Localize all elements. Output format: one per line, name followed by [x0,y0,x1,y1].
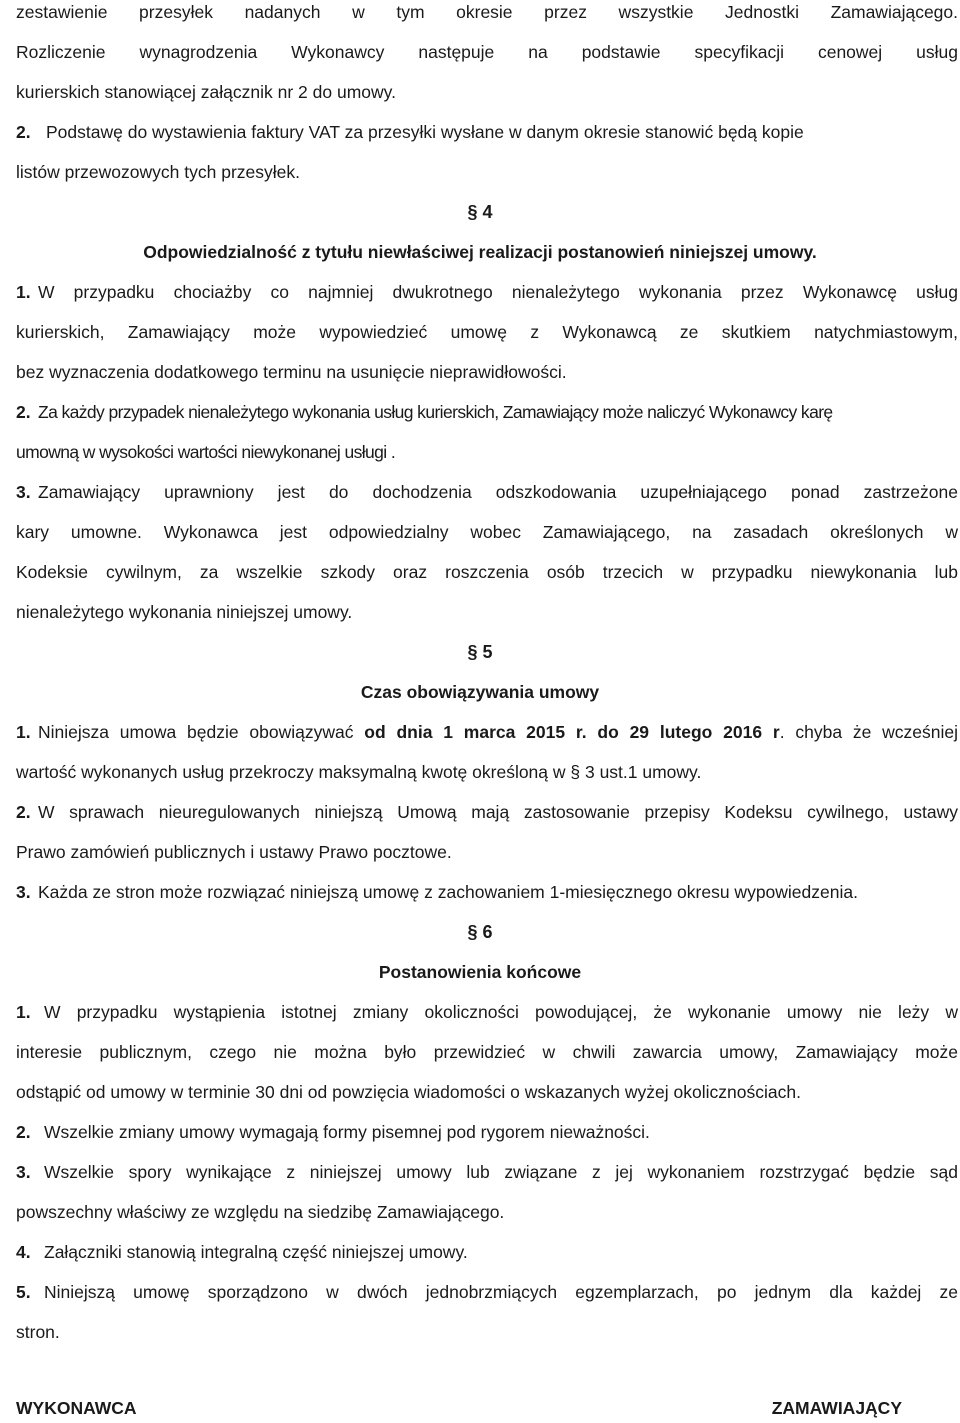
paragraph-text: Podstawę do wystawienia faktury VAT za przesyłki wysłane w danym okresie stanowić będą kopie [46,122,804,142]
intro-paragraph-2 [16,120,958,144]
section-5-number: § 5 [467,642,493,662]
section-4-paragraph-3 [16,480,958,504]
paragraph-text: Niniejszą umowę sporządzono w dwóch jednobrzmiących egzemplarzach, po jednym dla każdej ze [44,1282,958,1302]
paragraph-text: Wszelkie spory wynikające z niniejszej umowy lub związane z jej wykonaniem rozstrzygać będzie sąd [44,1162,958,1182]
intro-line-2: Rozliczenie wynagrodzenia Wykonawcy następuje na podstawie specyfikacji cenowej usług [16,42,958,62]
section-6-paragraph-5-line-2: stron. [16,1322,60,1342]
paragraph-number: 1. [16,282,31,302]
section-6-paragraph-1-line-3: odstąpić od umowy w terminie 30 dni od powzięcia wiadomości o wskazanych wyżej okolicznościach. [16,1082,801,1102]
section-6-paragraph-5 [16,1280,958,1304]
paragraph-text: Wszelkie zmiany umowy wymagają formy pisemnej pod rygorem nieważności. [44,1122,650,1142]
section-5-paragraph-2-line-2: Prawo zamówień publicznych i ustawy Prawo pocztowe. [16,842,452,862]
section-6-paragraph-1-line-2: interesie publicznym, czego nie można było przewidzieć w chwili zawarcia umowy, Zamawiający może [16,1042,958,1062]
section-4-paragraph-1 [16,280,958,304]
paragraph-text: Załączniki stanowią integralną część niniejszej umowy. [44,1242,468,1262]
paragraph-number: 3. [16,1162,31,1182]
section-6-paragraph-3-line-2: powszechny właściwy ze względu na siedzibę Zamawiającego. [16,1202,505,1222]
paragraph-text-continued: . chyba że wcześniej [779,722,958,742]
signature-ordering-party: ZAMAWIAJĄCY [771,1398,902,1418]
section-6-paragraph-1 [16,1000,958,1024]
section-4-paragraph-3-line-2: kary umowne. Wykonawca jest odpowiedzialny wobec Zamawiającego, na zasadach określonych w [16,522,958,542]
paragraph-number: 4. [16,1242,31,1262]
intro-line-1: zestawienie przesyłek nadanych w tym okresie przez wszystkie Jednostki Zamawiającego. [16,2,958,22]
section-5-paragraph-1-line-2: wartość wykonanych usług przekroczy maksymalną kwotę określoną w § 3 ust.1 umowy. [16,762,702,782]
intro-paragraph-2-line-2: listów przewozowych tych przesyłek. [16,162,300,182]
paragraph-text: Każda ze stron może rozwiązać niniejszą umowę z zachowaniem 1-miesięcznego okresu wypowiedzenia. [38,882,858,902]
section-6-paragraph-3 [16,1160,958,1184]
paragraph-text: W przypadku wystąpienia istotnej zmiany okoliczności powodującej, że wykonanie umowy nie leży w [44,1002,958,1022]
section-4-paragraph-3-line-3: Kodeksie cywilnym, za wszelkie szkody oraz roszczenia osób trzecich w przypadku niewykonania lub [16,562,958,582]
section-5-paragraph-1 [16,720,958,744]
paragraph-text: W sprawach nieuregulowanych niniejszą Umową mają zastosowanie przepisy Kodeksu cywilnego, ustawy [38,802,958,822]
section-6-paragraph-2 [16,1120,958,1144]
paragraph-text: W przypadku chociażby co najmniej dwukrotnego nienależytego wykonania przez Wykonawcę usług [38,282,958,302]
signature-contractor: WYKONAWCA [16,1398,137,1418]
paragraph-number: 2. [16,122,31,142]
section-4-paragraph-2-line-2: umowną w wysokości wartości niewykonanej usługi . [16,442,396,462]
section-4-number: § 4 [467,202,493,222]
paragraph-number: 5. [16,1282,31,1302]
paragraph-number: 3. [16,482,31,502]
paragraph-text: Niniejsza umowa będzie obowiązywać [38,722,365,742]
section-5-paragraph-2 [16,800,958,824]
paragraph-date-range: od dnia 1 marca 2015 r. do 29 lutego 2016 r [364,722,780,742]
section-4-paragraph-3-line-4: nienależytego wykonania niniejszej umowy. [16,602,353,622]
paragraph-text: Zamawiający uprawniony jest do dochodzenia odszkodowania uzupełniającego ponad zastrzeżone [38,482,958,502]
paragraph-number: 1. [16,722,31,742]
paragraph-number: 1. [16,1002,31,1022]
intro-line-3: kurierskich stanowiącej załącznik nr 2 do umowy. [16,82,396,102]
paragraph-number: 2. [16,802,31,822]
paragraph-number: 2. [16,1122,31,1142]
section-4-paragraph-2 [16,400,958,424]
section-4-paragraph-1-line-2: kurierskich, Zamawiający może wypowiedzieć umowę z Wykonawcą ze skutkiem natychmiastowym, [16,322,958,342]
section-5-title: Czas obowiązywania umowy [360,682,600,702]
paragraph-number: 2. [16,402,31,422]
section-4-title: Odpowiedzialność z tytułu niewłaściwej realizacji postanowień niniejszej umowy. [143,242,817,262]
paragraph-number: 3. [16,882,31,902]
section-6-title: Postanowienia końcowe [378,962,582,982]
section-4-paragraph-1-line-3: bez wyznaczenia dodatkowego terminu na usunięcie nieprawidłowości. [16,362,567,382]
section-6-paragraph-4 [16,1240,958,1264]
paragraph-text: Za każdy przypadek nienależytego wykonania usług kurierskich, Zamawiający może naliczyć Wykonawcy karę [38,402,833,422]
section-6-number: § 6 [467,922,493,942]
section-5-paragraph-3 [16,880,958,904]
